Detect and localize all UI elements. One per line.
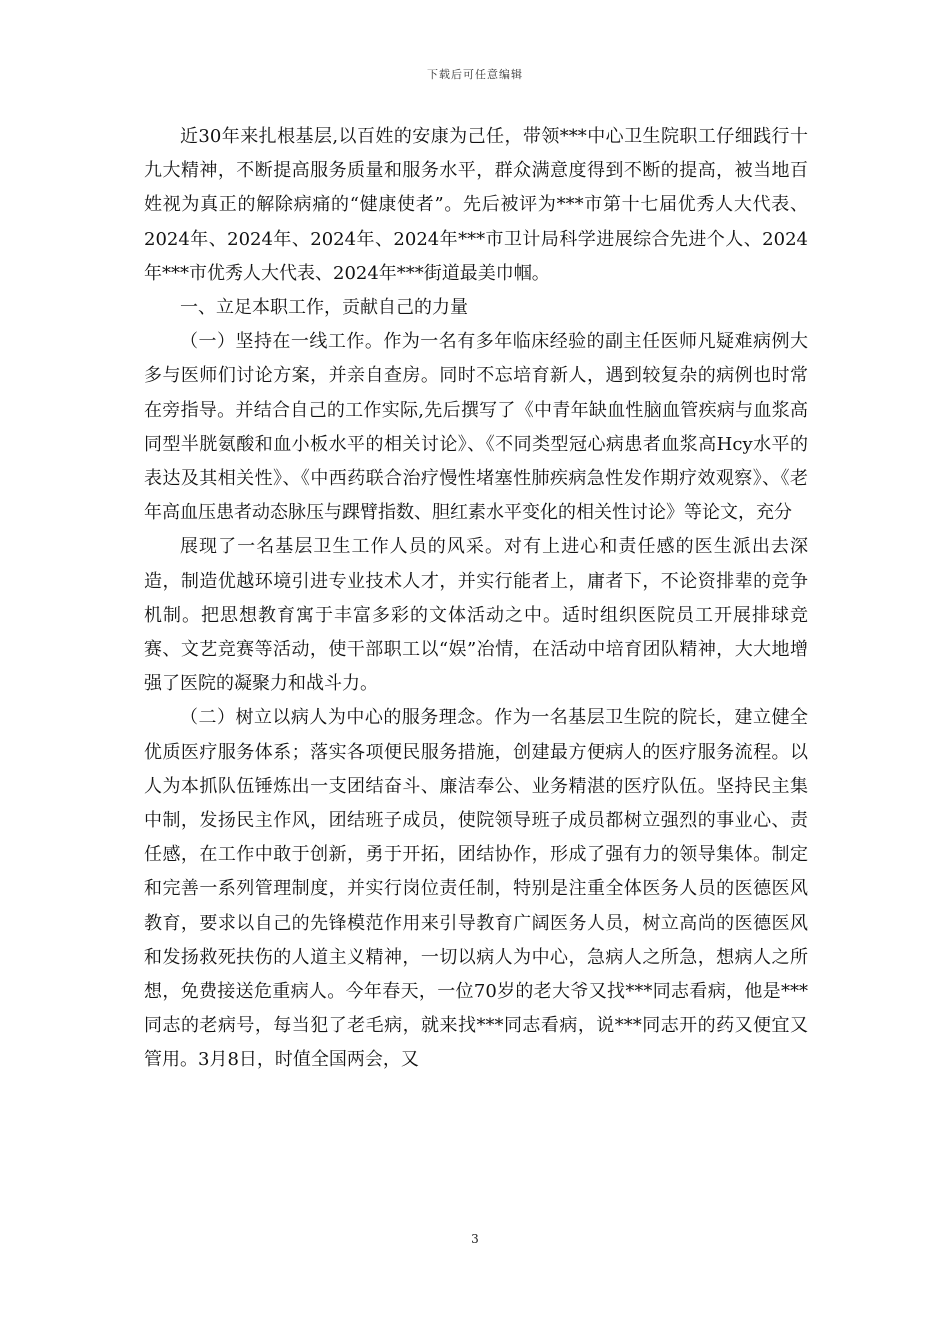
document-body [144,120,808,1078]
paragraph-frontline-work: （一）坚持在一线工作。作为一名有多年临床经验的副主任医师凡疑难病例大多与医师们讨论方案，并亲自查房。同时不忘培育新人，遇到较复杂的病例也时常在旁指导。并结合自己的工作实际,先后撰写了《中青年缺血性脑血管疾病与血浆高同型半胱氨酸和血小板水平的相关讨论》、《不同类型冠心病患者血浆高Hcy水平的表达及其相关性》、《中西药联合治疗慢性堵塞性肺疾病急性发作期疗效观察》、《老年高血压患者动态脉压与踝臂指数、胆红素水平变化的相关性讨论》等论文，充分 [144,331,808,524]
paragraph-intro: 近30年来扎根基层,以百姓的安康为己任，带领***中心卫生院职工仔细践行十九大精神，不断提高服务质量和服务水平，群众满意度得到不断的提高，被当地百姓视为真正的解除病痛的“健康使者”。先后被评为***市第十七届优秀人大代表、2024年、2024年、2024年、2024年***市卫计局科学进展综合先进个人、2024年***市优秀人大代表、2024年***街道最美巾帼。 [144,126,808,284]
section-heading-1: 一、立足本职工作，贡献自己的力量 [180,297,468,319]
page-header: 下载后可任意编辑 [427,68,523,81]
page-number: 3 [471,1232,479,1246]
paragraph-staff-development: 展现了一名基层卫生工作人员的风采。对有上进心和责任感的医生派出去深造，制造优越环境引进专业技术人才，并实行能者上，庸者下，不论资排辈的竞争机制。把思想教育寓于丰富多彩的文体活动之中。适时组织医院员工开展排球竞赛、文艺竞赛等活动，使干部职工以“娱”冶情，在活动中培育团队精神，大大地增强了医院的凝聚力和战斗力。 [144,536,808,695]
paragraph-patient-centered: （二）树立以病人为中心的服务理念。作为一名基层卫生院的院长，建立健全优质医疗服务体系；落实各项便民服务措施，创建最方便病人的医疗服务流程。以人为本抓队伍锤炼出一支团结奋斗、廉洁奉公、业务精湛的医疗队伍。坚持民主集中制，发扬民主作风，团结班子成员，使院领导班子成员都树立强烈的事业心、责任感，在工作中敢于创新，勇于开拓，团结协作，形成了强有力的领导集体。制定和完善一系列管理制度，并实行岗位责任制，特别是注重全体医务人员的医德医风教育，要求以自己的先锋模范作用来引导教育广阔医务人员，树立高尚的医德医风和发扬救死扶伤的人道主义精神，一切以病人为中心，急病人之所急，想病人之所想，免费接送危重病人。今年春天，一位70岁的老大爷又找***同志看病，他是***同志的老病号，每当犯了老毛病，就来找***同志看病，说***同志开的药又便宜又管用。3月8日，时值全国两会，又 [144,707,808,1071]
